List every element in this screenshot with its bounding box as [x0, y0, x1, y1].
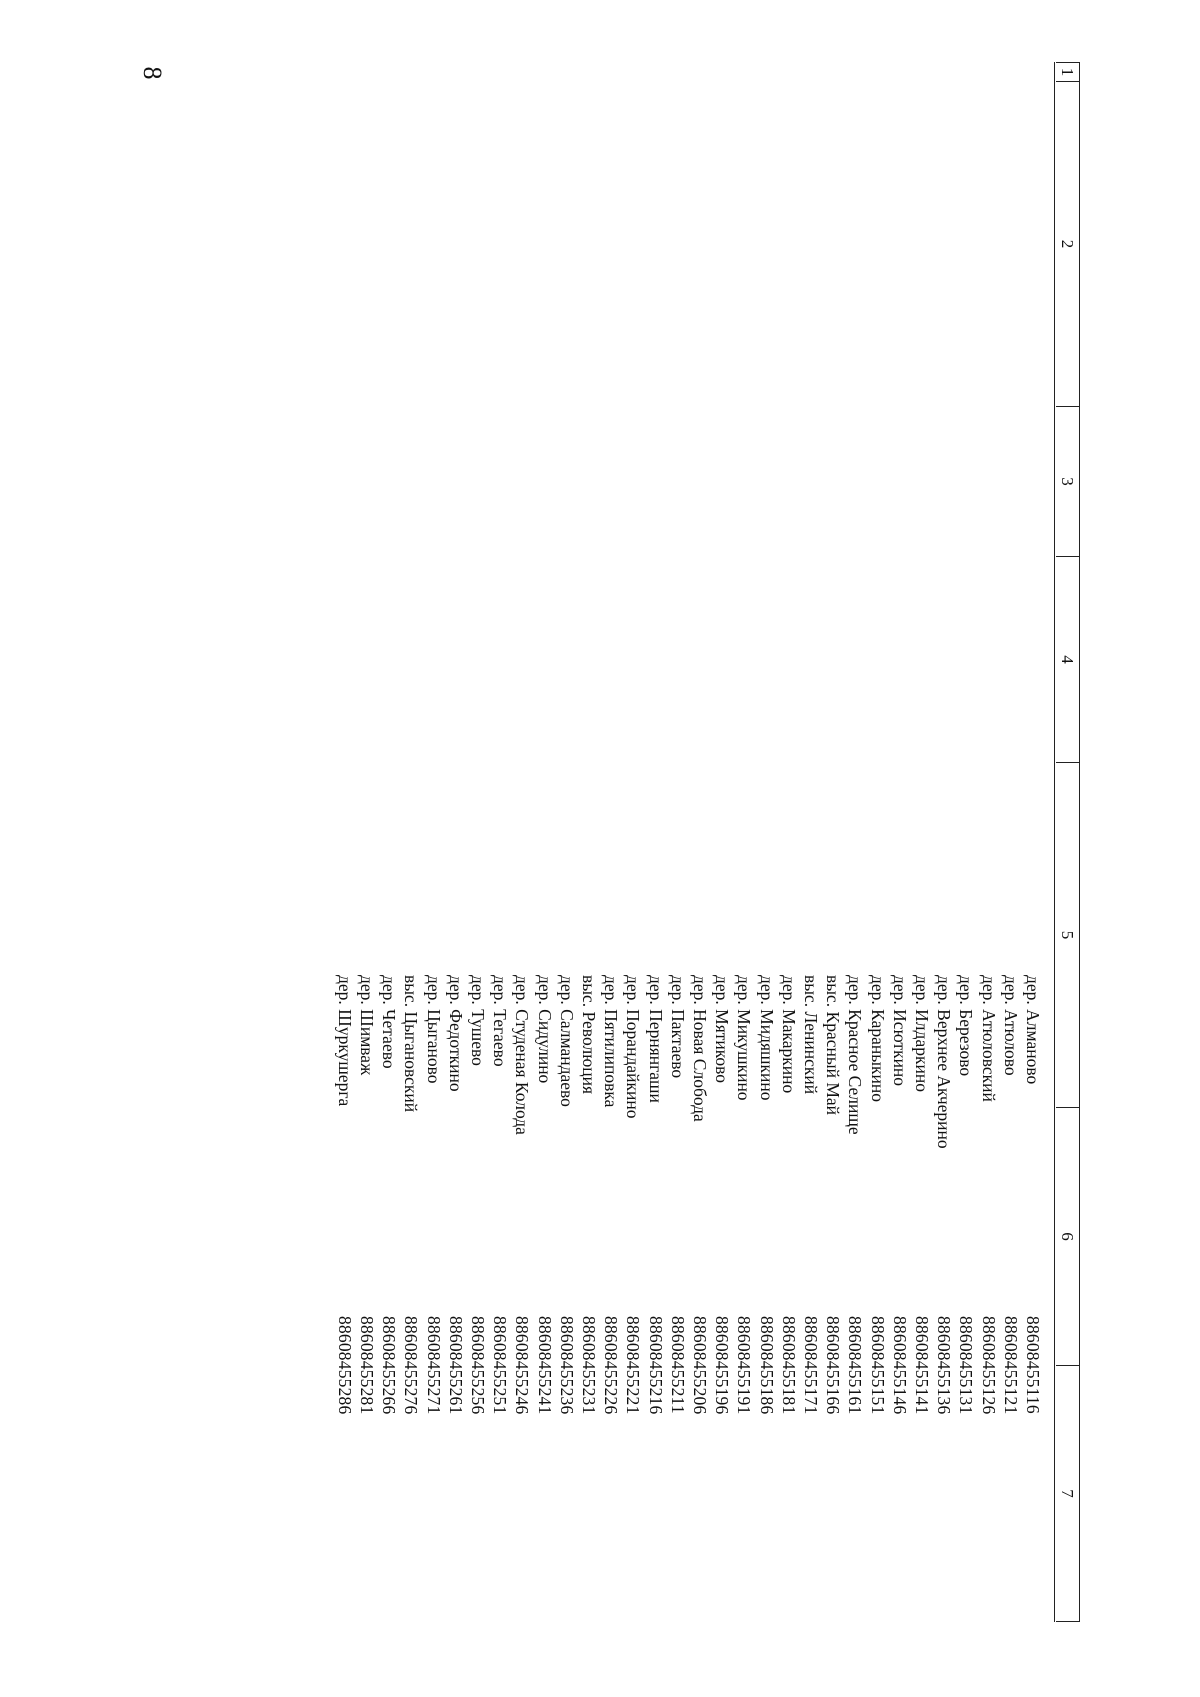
- column-header-7: 7: [1056, 1365, 1079, 1622]
- column-header-5: 5: [1056, 762, 1079, 1107]
- settlement-name: выс. Революция: [579, 975, 599, 1095]
- settlement-name: дер. Салмандаево: [556, 975, 577, 1107]
- column-header-6: 6: [1056, 1107, 1079, 1365]
- settlement-name: дер. Пактаево: [667, 975, 688, 1079]
- oktmo-code: 88608455271: [423, 1316, 444, 1415]
- table-row: [423, 62, 445, 1622]
- table-row: [822, 62, 844, 1622]
- column-header-3: 3: [1056, 406, 1079, 556]
- settlement-name: дер. Порандайкино: [623, 975, 644, 1119]
- table-row: [378, 62, 400, 1622]
- oktmo-code: 88608455131: [956, 1316, 977, 1415]
- table-row: [933, 62, 955, 1622]
- oktmo-code: 88608455166: [823, 1316, 844, 1415]
- oktmo-code: 88608455141: [912, 1316, 932, 1415]
- settlement-name: дер. Верхнее Акчерино: [934, 975, 955, 1149]
- table-row: [1000, 62, 1022, 1622]
- settlement-name: дер. Студеная Колода: [512, 975, 533, 1135]
- table-row: [445, 62, 467, 1622]
- settlement-name: выс. Цыгановский: [401, 975, 422, 1113]
- table-row: [334, 62, 356, 1622]
- table-row: [689, 62, 711, 1622]
- table-row: [467, 62, 489, 1622]
- table-row: [711, 62, 733, 1622]
- table-row: [911, 62, 933, 1622]
- table-row: [1022, 62, 1044, 1622]
- oktmo-code: 88608455251: [490, 1316, 511, 1415]
- oktmo-code: 88608455216: [645, 1316, 666, 1415]
- oktmo-code: 88608455226: [601, 1316, 622, 1415]
- settlement-name: дер. Пятилиповка: [601, 975, 622, 1108]
- table-row: [756, 62, 778, 1622]
- rotated-table-sheet: [200, 62, 1080, 1622]
- settlement-name: выс. Ленинский: [801, 975, 821, 1095]
- settlement-name: дер. Караныкино: [867, 975, 888, 1103]
- oktmo-code: 88608455171: [801, 1316, 821, 1415]
- settlement-name: дер. Илдаркино: [912, 975, 932, 1092]
- table-row: [844, 62, 866, 1622]
- table-row: [733, 62, 755, 1622]
- oktmo-code: 88608455246: [512, 1316, 533, 1415]
- table-row: [489, 62, 511, 1622]
- table-header-row: [1054, 62, 1080, 1622]
- oktmo-code: 88608455136: [934, 1316, 955, 1415]
- oktmo-code: 88608455231: [579, 1316, 599, 1415]
- page-number: 8: [138, 66, 167, 80]
- settlement-name: дер. Сидулино: [534, 975, 555, 1084]
- table-row: [645, 62, 667, 1622]
- oktmo-code: 88608455186: [756, 1316, 777, 1415]
- settlement-name: дер. Цыганово: [423, 975, 444, 1084]
- table-row: [622, 62, 644, 1622]
- oktmo-code: 88608455116: [1023, 1316, 1043, 1414]
- oktmo-code: 88608455196: [712, 1316, 733, 1415]
- column-header-2: 2: [1056, 81, 1079, 406]
- oktmo-code: 88608455286: [334, 1316, 355, 1415]
- oktmo-code: 88608455276: [401, 1316, 422, 1415]
- oktmo-code: 88608455241: [534, 1316, 555, 1415]
- settlement-name: дер. Макаркино: [778, 975, 799, 1094]
- oktmo-code: 88608455121: [1000, 1316, 1021, 1415]
- oktmo-code: 88608455261: [445, 1316, 466, 1415]
- table-row: [356, 62, 378, 1622]
- settlement-name: дер. Новая Слобода: [690, 975, 710, 1122]
- oktmo-code: 88608455206: [690, 1316, 710, 1415]
- oktmo-code: 88608455191: [734, 1316, 755, 1415]
- oktmo-code: 88608455181: [778, 1316, 799, 1415]
- settlement-name: дер. Красное Селище: [845, 975, 866, 1135]
- settlement-name: дер. Алманово: [1023, 975, 1043, 1085]
- table-row: [978, 62, 1000, 1622]
- oktmo-code: 88608455266: [379, 1316, 400, 1415]
- oktmo-code: 88608455126: [978, 1316, 999, 1415]
- settlement-name: дер. Атюлово: [1000, 975, 1021, 1076]
- table-row: [800, 62, 822, 1622]
- column-header-1: 1: [1056, 62, 1079, 81]
- table-row: [867, 62, 889, 1622]
- settlement-name: дер. Микушкино: [734, 975, 755, 1101]
- oktmo-code: 88608455256: [468, 1316, 488, 1415]
- oktmo-code: 88608455161: [845, 1316, 866, 1415]
- table-row: [556, 62, 578, 1622]
- settlement-name: дер. Федоткино: [445, 975, 466, 1092]
- table-row: [578, 62, 600, 1622]
- table-row: [955, 62, 977, 1622]
- settlement-name: дер. Шуркушерга: [334, 975, 355, 1107]
- table-row: [400, 62, 422, 1622]
- table-row: [778, 62, 800, 1622]
- settlement-name: дер. Шимваж: [357, 975, 377, 1076]
- oktmo-code: 88608455211: [667, 1316, 688, 1414]
- settlement-name: дер. Четаево: [379, 975, 400, 1069]
- table-row: [534, 62, 556, 1622]
- settlement-name: дер. Тушево: [468, 975, 488, 1066]
- settlement-name: дер. Исюткино: [889, 975, 910, 1087]
- settlement-name: выс. Красный Май: [823, 975, 844, 1116]
- oktmo-code: 88608455146: [889, 1316, 910, 1415]
- oktmo-code: 88608455151: [867, 1316, 888, 1415]
- settlement-name: дер. Мятиково: [712, 975, 733, 1084]
- settlement-name: дер. Мидяшкино: [756, 975, 777, 1101]
- table-row: [667, 62, 689, 1622]
- table-row: [600, 62, 622, 1622]
- oktmo-code: 88608455236: [556, 1316, 577, 1415]
- settlement-name: дер. Тегаево: [490, 975, 511, 1067]
- oktmo-code: 88608455221: [623, 1316, 644, 1415]
- oktmo-code: 88608455281: [357, 1316, 377, 1415]
- table-row: [511, 62, 533, 1622]
- settlement-name: дер. Пернянгаши: [645, 975, 666, 1103]
- settlement-name: дер. Березово: [956, 975, 977, 1077]
- column-header-4: 4: [1056, 556, 1079, 762]
- table-row: [889, 62, 911, 1622]
- settlement-name: дер. Атюловский: [978, 975, 999, 1102]
